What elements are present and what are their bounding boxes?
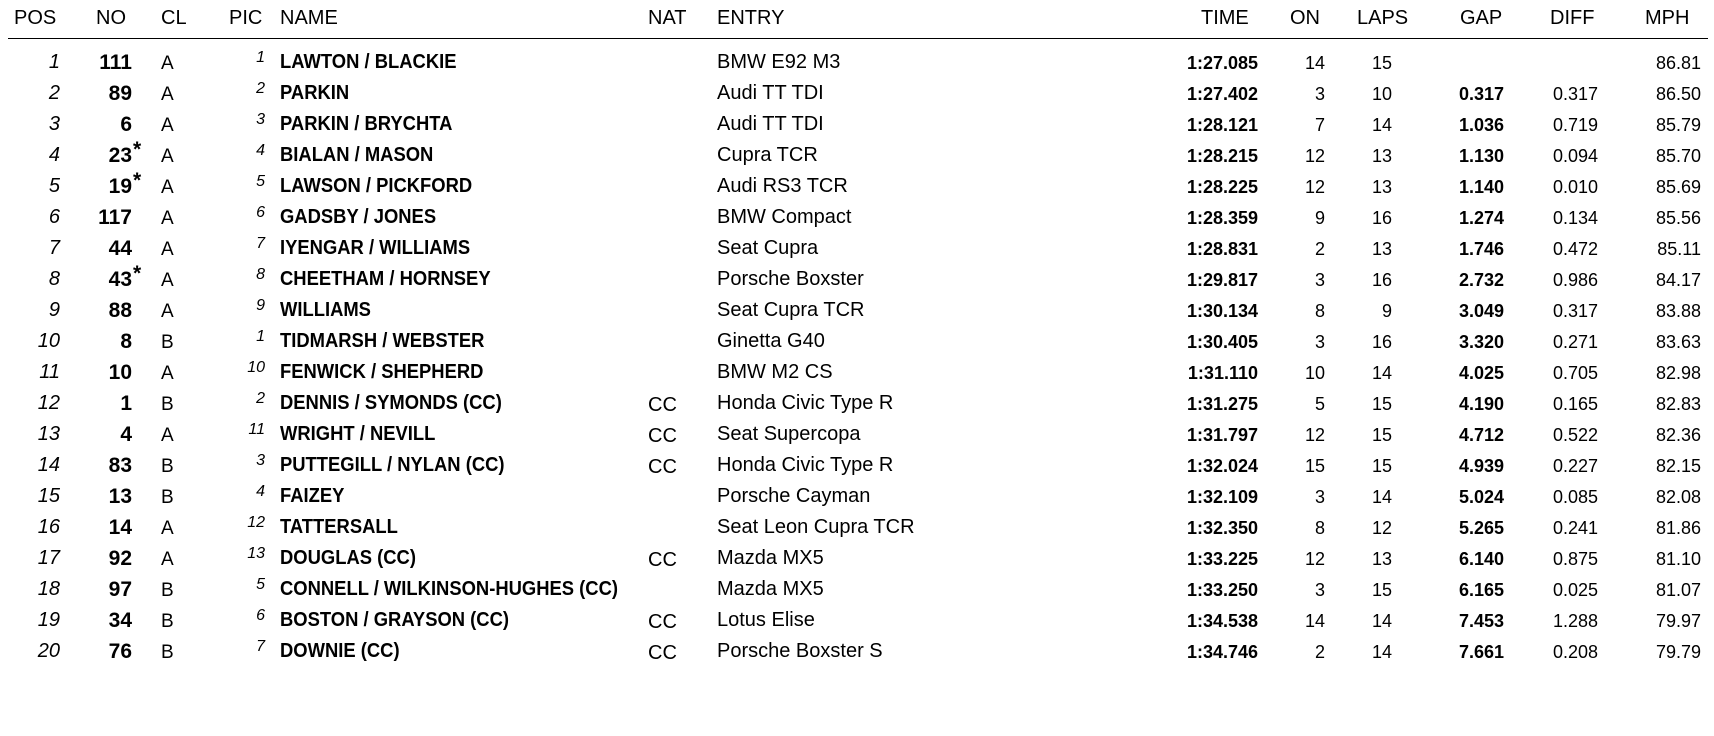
- header-on: ON: [1290, 7, 1320, 29]
- cell-time: 1:28.121: [1186, 115, 1258, 135]
- cell-pic: 13: [247, 545, 265, 562]
- cell-class: A: [161, 177, 174, 198]
- table-row: [0, 479, 1714, 513]
- header-laps: LAPS: [1357, 7, 1409, 29]
- cell-pos: 12: [37, 392, 60, 414]
- cell-diff: 0.094: [1552, 146, 1598, 166]
- cell-entry: Seat Leon Cupra TCR: [717, 516, 915, 538]
- cell-mph: 83.88: [1655, 301, 1701, 321]
- cell-entry: Porsche Cayman: [717, 485, 871, 507]
- table-row: [0, 603, 1714, 637]
- cell-laps: 13: [1371, 239, 1392, 259]
- header-diff: DIFF: [1550, 7, 1595, 29]
- cell-laps: 15: [1371, 53, 1392, 73]
- cell-diff: 0.085: [1552, 487, 1598, 507]
- table-row: [0, 76, 1714, 110]
- cell-on: 12: [1304, 549, 1325, 569]
- cell-time: 1:31.110: [1187, 363, 1258, 383]
- cell-laps: 15: [1371, 425, 1392, 445]
- cell-laps: 10: [1371, 84, 1392, 104]
- cell-diff: 0.317: [1552, 301, 1598, 321]
- cell-time: 1:29.817: [1186, 270, 1258, 290]
- cell-gap: 1.036: [1458, 115, 1504, 135]
- cell-mph: 84.17: [1655, 270, 1701, 290]
- cell-time: 1:28.359: [1186, 208, 1258, 228]
- cell-on: 3: [1314, 84, 1325, 104]
- cell-no-asterisk: *: [133, 262, 142, 285]
- cell-time: 1:32.350: [1186, 518, 1258, 538]
- cell-on: 8: [1314, 518, 1325, 538]
- cell-entry: Cupra TCR: [717, 144, 818, 166]
- cell-no: 83: [108, 454, 132, 477]
- cell-mph: 85.11: [1657, 239, 1701, 259]
- cell-mph: 82.83: [1655, 394, 1701, 414]
- cell-time: 1:30.405: [1186, 332, 1258, 352]
- cell-time: 1:30.134: [1186, 301, 1258, 321]
- cell-on: 9: [1314, 208, 1325, 228]
- cell-diff: 0.317: [1552, 84, 1598, 104]
- cell-gap: 4.025: [1458, 363, 1504, 383]
- cell-on: 3: [1314, 270, 1325, 290]
- cell-entry: BMW M2 CS: [717, 361, 833, 383]
- cell-class: A: [161, 549, 174, 570]
- cell-laps: 15: [1371, 456, 1392, 476]
- cell-entry: Honda Civic Type R: [717, 454, 894, 476]
- cell-pic: 1: [256, 328, 265, 345]
- cell-on: 10: [1304, 363, 1325, 383]
- table-row: [0, 45, 1714, 79]
- cell-time: 1:28.215: [1186, 146, 1258, 166]
- header-gap: GAP: [1460, 7, 1503, 29]
- cell-no: 23: [108, 144, 132, 167]
- cell-pic: 3: [256, 111, 265, 128]
- cell-laps: 15: [1371, 394, 1392, 414]
- cell-pos: 5: [48, 175, 60, 197]
- cell-mph: 79.97: [1655, 611, 1701, 631]
- cell-on: 3: [1314, 580, 1325, 600]
- cell-name: CONNELL / WILKINSON-HUGHES (CC): [280, 578, 619, 600]
- cell-diff: 0.241: [1552, 518, 1598, 538]
- cell-gap: 0.317: [1458, 84, 1504, 104]
- cell-mph: 86.81: [1655, 53, 1701, 73]
- header-no: NO: [96, 7, 126, 29]
- cell-time: 1:31.797: [1186, 425, 1258, 445]
- table-row: [0, 138, 1714, 172]
- cell-laps: 16: [1371, 332, 1392, 352]
- cell-pos: 20: [37, 640, 60, 662]
- cell-pic: 5: [256, 576, 265, 593]
- cell-no: 34: [108, 609, 132, 632]
- cell-diff: 0.472: [1552, 239, 1598, 259]
- cell-on: 12: [1304, 146, 1325, 166]
- cell-time: 1:27.085: [1186, 53, 1258, 73]
- cell-on: 8: [1314, 301, 1325, 321]
- table-row: [0, 107, 1714, 141]
- table-row: [0, 262, 1714, 296]
- cell-diff: 0.134: [1552, 208, 1598, 228]
- cell-entry: BMW E92 M3: [717, 51, 841, 73]
- table-row: [0, 448, 1714, 482]
- cell-mph: 82.15: [1655, 456, 1701, 476]
- cell-pos: 3: [48, 113, 60, 135]
- cell-pic: 9: [256, 297, 265, 314]
- cell-entry: Mazda MX5: [717, 547, 824, 569]
- cell-pos: 8: [48, 268, 60, 290]
- cell-class: A: [161, 53, 174, 74]
- table-row: [0, 541, 1714, 575]
- cell-time: 1:31.275: [1186, 394, 1258, 414]
- cell-pos: 4: [48, 144, 60, 166]
- cell-name: WILLIAMS: [280, 299, 371, 321]
- cell-class: B: [161, 487, 174, 508]
- cell-on: 3: [1314, 332, 1325, 352]
- cell-mph: 81.86: [1655, 518, 1701, 538]
- header-time: TIME: [1201, 7, 1249, 29]
- table-row: [0, 386, 1714, 420]
- cell-no-asterisk: *: [133, 138, 142, 161]
- cell-name: GADSBY / JONES: [280, 206, 437, 228]
- cell-pos: 11: [39, 361, 60, 383]
- cell-entry: Audi RS3 TCR: [717, 175, 848, 197]
- header-divider: [8, 38, 1708, 39]
- cell-time: 1:27.402: [1186, 84, 1258, 104]
- cell-mph: 85.70: [1655, 146, 1701, 166]
- cell-laps: 13: [1371, 177, 1392, 197]
- cell-on: 14: [1304, 611, 1325, 631]
- cell-laps: 13: [1371, 146, 1392, 166]
- header-pos: POS: [14, 7, 57, 29]
- cell-entry: Porsche Boxster S: [717, 640, 883, 662]
- cell-pic: 11: [248, 421, 265, 438]
- cell-name: PARKIN: [280, 82, 350, 104]
- cell-pos: 19: [37, 609, 60, 631]
- cell-name: BOSTON / GRAYSON (CC): [280, 609, 510, 631]
- cell-mph: 82.08: [1655, 487, 1701, 507]
- cell-diff: 0.025: [1552, 580, 1598, 600]
- cell-name: LAWTON / BLACKIE: [280, 51, 457, 73]
- cell-class: A: [161, 301, 174, 322]
- cell-no: 10: [108, 361, 132, 384]
- cell-on: 2: [1314, 642, 1325, 662]
- header-name: NAME: [280, 7, 338, 29]
- cell-entry: Audi TT TDI: [717, 82, 824, 104]
- cell-name: TIDMARSH / WEBSTER: [280, 330, 485, 352]
- cell-pos: 1: [48, 51, 60, 73]
- cell-pic: 4: [256, 142, 265, 159]
- header-cl: CL: [161, 7, 187, 29]
- cell-pos: 15: [37, 485, 60, 507]
- cell-diff: 0.719: [1552, 115, 1598, 135]
- table-row: [0, 169, 1714, 203]
- cell-laps: 14: [1371, 611, 1392, 631]
- cell-diff: 0.271: [1552, 332, 1598, 352]
- cell-time: 1:34.538: [1186, 611, 1258, 631]
- cell-entry: Ginetta G40: [717, 330, 825, 352]
- cell-class: B: [161, 456, 174, 477]
- cell-time: 1:33.225: [1186, 549, 1258, 569]
- cell-name: PARKIN / BRYCHTA: [280, 113, 453, 135]
- cell-nat: CC: [648, 642, 677, 664]
- cell-pos: 18: [37, 578, 60, 600]
- table-row: [0, 634, 1714, 668]
- cell-class: A: [161, 84, 174, 105]
- cell-diff: 0.208: [1552, 642, 1598, 662]
- cell-nat: CC: [648, 456, 677, 478]
- cell-no: 117: [98, 206, 132, 229]
- cell-laps: 14: [1371, 487, 1392, 507]
- cell-diff: 0.705: [1552, 363, 1598, 383]
- cell-class: B: [161, 611, 174, 632]
- cell-diff: 0.986: [1552, 270, 1598, 290]
- cell-gap: 3.320: [1458, 332, 1504, 352]
- cell-laps: 14: [1371, 642, 1392, 662]
- cell-no: 43: [108, 268, 132, 291]
- cell-laps: 14: [1371, 115, 1392, 135]
- cell-gap: 6.165: [1458, 580, 1504, 600]
- cell-pic: 1: [256, 49, 265, 66]
- cell-name: FENWICK / SHEPHERD: [280, 361, 484, 383]
- cell-on: 12: [1304, 425, 1325, 445]
- header-nat: NAT: [648, 7, 687, 29]
- cell-time: 1:33.250: [1186, 580, 1258, 600]
- header-entry: ENTRY: [717, 7, 785, 29]
- cell-no: 1: [120, 392, 132, 415]
- cell-pic: 8: [256, 266, 265, 283]
- table-row: [0, 355, 1714, 389]
- cell-no: 92: [108, 547, 132, 570]
- cell-mph: 86.50: [1655, 84, 1701, 104]
- cell-on: 15: [1304, 456, 1325, 476]
- table-header: [0, 0, 1714, 40]
- cell-on: 7: [1314, 115, 1325, 135]
- cell-name: TATTERSALL: [280, 516, 398, 538]
- cell-laps: 14: [1371, 363, 1392, 383]
- cell-time: 1:32.109: [1186, 487, 1258, 507]
- cell-nat: CC: [648, 425, 677, 447]
- cell-gap: 6.140: [1458, 549, 1504, 569]
- cell-name: PUTTEGILL / NYLAN (CC): [280, 454, 505, 476]
- cell-gap: 7.453: [1458, 611, 1504, 631]
- cell-pic: 2: [256, 390, 265, 407]
- cell-time: 1:34.746: [1186, 642, 1258, 662]
- cell-no: 13: [108, 485, 132, 508]
- table-row: [0, 293, 1714, 327]
- cell-pic: 7: [256, 638, 265, 655]
- cell-gap: 4.939: [1458, 456, 1504, 476]
- cell-diff: 0.875: [1552, 549, 1598, 569]
- cell-pic: 7: [256, 235, 265, 252]
- cell-pic: 6: [256, 607, 265, 624]
- cell-entry: Audi TT TDI: [717, 113, 824, 135]
- cell-time: 1:28.831: [1186, 239, 1258, 259]
- cell-diff: 0.165: [1552, 394, 1598, 414]
- cell-laps: 12: [1371, 518, 1392, 538]
- cell-nat: CC: [648, 611, 677, 633]
- cell-gap: 1.746: [1458, 239, 1504, 259]
- cell-time: 1:28.225: [1186, 177, 1258, 197]
- cell-diff: 0.227: [1552, 456, 1598, 476]
- cell-pic: 10: [247, 359, 265, 376]
- cell-gap: 4.712: [1458, 425, 1504, 445]
- cell-entry: Seat Cupra TCR: [717, 299, 865, 321]
- cell-mph: 83.63: [1655, 332, 1701, 352]
- cell-pic: 6: [256, 204, 265, 221]
- header-pic: PIC: [229, 7, 263, 29]
- cell-mph: 85.79: [1655, 115, 1701, 135]
- cell-name: DENNIS / SYMONDS (CC): [280, 392, 502, 414]
- cell-entry: Mazda MX5: [717, 578, 824, 600]
- cell-name: FAIZEY: [280, 485, 345, 507]
- cell-pic: 4: [256, 483, 265, 500]
- cell-no: 8: [120, 330, 132, 353]
- cell-name: IYENGAR / WILLIAMS: [280, 237, 471, 259]
- cell-gap: 1.140: [1458, 177, 1504, 197]
- cell-class: A: [161, 363, 174, 384]
- cell-on: 3: [1314, 487, 1325, 507]
- cell-laps: 16: [1371, 270, 1392, 290]
- cell-pos: 9: [48, 299, 60, 321]
- cell-gap: 3.049: [1458, 301, 1504, 321]
- cell-nat: CC: [648, 549, 677, 571]
- cell-pos: 17: [37, 547, 60, 569]
- cell-class: B: [161, 580, 174, 601]
- cell-pos: 7: [48, 237, 60, 259]
- cell-pos: 14: [37, 454, 60, 476]
- cell-mph: 82.98: [1655, 363, 1701, 383]
- cell-class: A: [161, 425, 174, 446]
- cell-class: A: [161, 518, 174, 539]
- cell-entry: Seat Cupra: [717, 237, 819, 259]
- cell-gap: 4.190: [1458, 394, 1504, 414]
- cell-class: B: [161, 394, 174, 415]
- cell-pos: 6: [48, 206, 60, 228]
- cell-name: DOUGLAS (CC): [280, 547, 416, 569]
- header-mph: MPH: [1645, 7, 1690, 29]
- cell-mph: 81.07: [1655, 580, 1701, 600]
- cell-no: 44: [108, 237, 132, 260]
- cell-name: CHEETHAM / HORNSEY: [280, 268, 491, 290]
- cell-entry: Seat Supercopa: [717, 423, 861, 445]
- cell-no: 111: [99, 51, 132, 74]
- cell-name: DOWNIE (CC): [280, 640, 400, 662]
- cell-nat: CC: [648, 394, 677, 416]
- cell-laps: 9: [1381, 301, 1392, 321]
- cell-mph: 85.69: [1655, 177, 1701, 197]
- cell-name: WRIGHT / NEVILL: [280, 423, 436, 445]
- cell-laps: 16: [1371, 208, 1392, 228]
- cell-gap: 1.130: [1458, 146, 1504, 166]
- cell-class: B: [161, 642, 174, 663]
- cell-laps: 15: [1371, 580, 1392, 600]
- table-row: [0, 324, 1714, 358]
- cell-diff: 0.010: [1552, 177, 1598, 197]
- cell-on: 2: [1314, 239, 1325, 259]
- cell-no: 4: [120, 423, 132, 446]
- cell-gap: 5.024: [1458, 487, 1504, 507]
- cell-entry: BMW Compact: [717, 206, 852, 228]
- table-row: [0, 510, 1714, 544]
- cell-entry: Honda Civic Type R: [717, 392, 894, 414]
- cell-class: A: [161, 208, 174, 229]
- table-row: [0, 200, 1714, 234]
- cell-pos: 10: [37, 330, 60, 352]
- cell-no: 14: [108, 516, 132, 539]
- table-row: [0, 572, 1714, 606]
- table-row: [0, 231, 1714, 265]
- cell-no: 97: [108, 578, 132, 601]
- cell-name: LAWSON / PICKFORD: [280, 175, 473, 197]
- cell-pos: 2: [48, 82, 60, 104]
- cell-diff: 1.288: [1552, 611, 1598, 631]
- cell-pic: 2: [256, 80, 265, 97]
- cell-gap: 1.274: [1458, 208, 1504, 228]
- cell-no: 89: [108, 82, 132, 105]
- cell-on: 5: [1314, 394, 1325, 414]
- cell-pic: 5: [256, 173, 265, 190]
- cell-no-asterisk: *: [133, 169, 142, 192]
- cell-pos: 16: [37, 516, 60, 538]
- cell-no: 6: [120, 113, 132, 136]
- cell-gap: 5.265: [1458, 518, 1504, 538]
- cell-entry: Lotus Elise: [717, 609, 815, 631]
- cell-class: A: [161, 270, 174, 291]
- cell-gap: 2.732: [1458, 270, 1504, 290]
- cell-mph: 82.36: [1655, 425, 1701, 445]
- cell-on: 12: [1304, 177, 1325, 197]
- cell-mph: 85.56: [1655, 208, 1701, 228]
- cell-gap: 7.661: [1458, 642, 1504, 662]
- cell-no: 76: [108, 640, 132, 663]
- cell-pos: 13: [37, 423, 60, 445]
- cell-time: 1:32.024: [1186, 456, 1258, 476]
- cell-diff: 0.522: [1552, 425, 1598, 445]
- table-row: [0, 417, 1714, 451]
- cell-no: 88: [108, 299, 132, 322]
- cell-class: A: [161, 115, 174, 136]
- cell-no: 19: [108, 175, 132, 198]
- cell-class: A: [161, 146, 174, 167]
- cell-pic: 3: [256, 452, 265, 469]
- cell-mph: 81.10: [1655, 549, 1701, 569]
- cell-pic: 12: [247, 514, 265, 531]
- cell-class: A: [161, 239, 174, 260]
- cell-entry: Porsche Boxster: [717, 268, 864, 290]
- cell-laps: 13: [1371, 549, 1392, 569]
- cell-name: BIALAN / MASON: [280, 144, 434, 166]
- cell-on: 14: [1304, 53, 1325, 73]
- cell-class: B: [161, 332, 174, 353]
- cell-mph: 79.79: [1655, 642, 1701, 662]
